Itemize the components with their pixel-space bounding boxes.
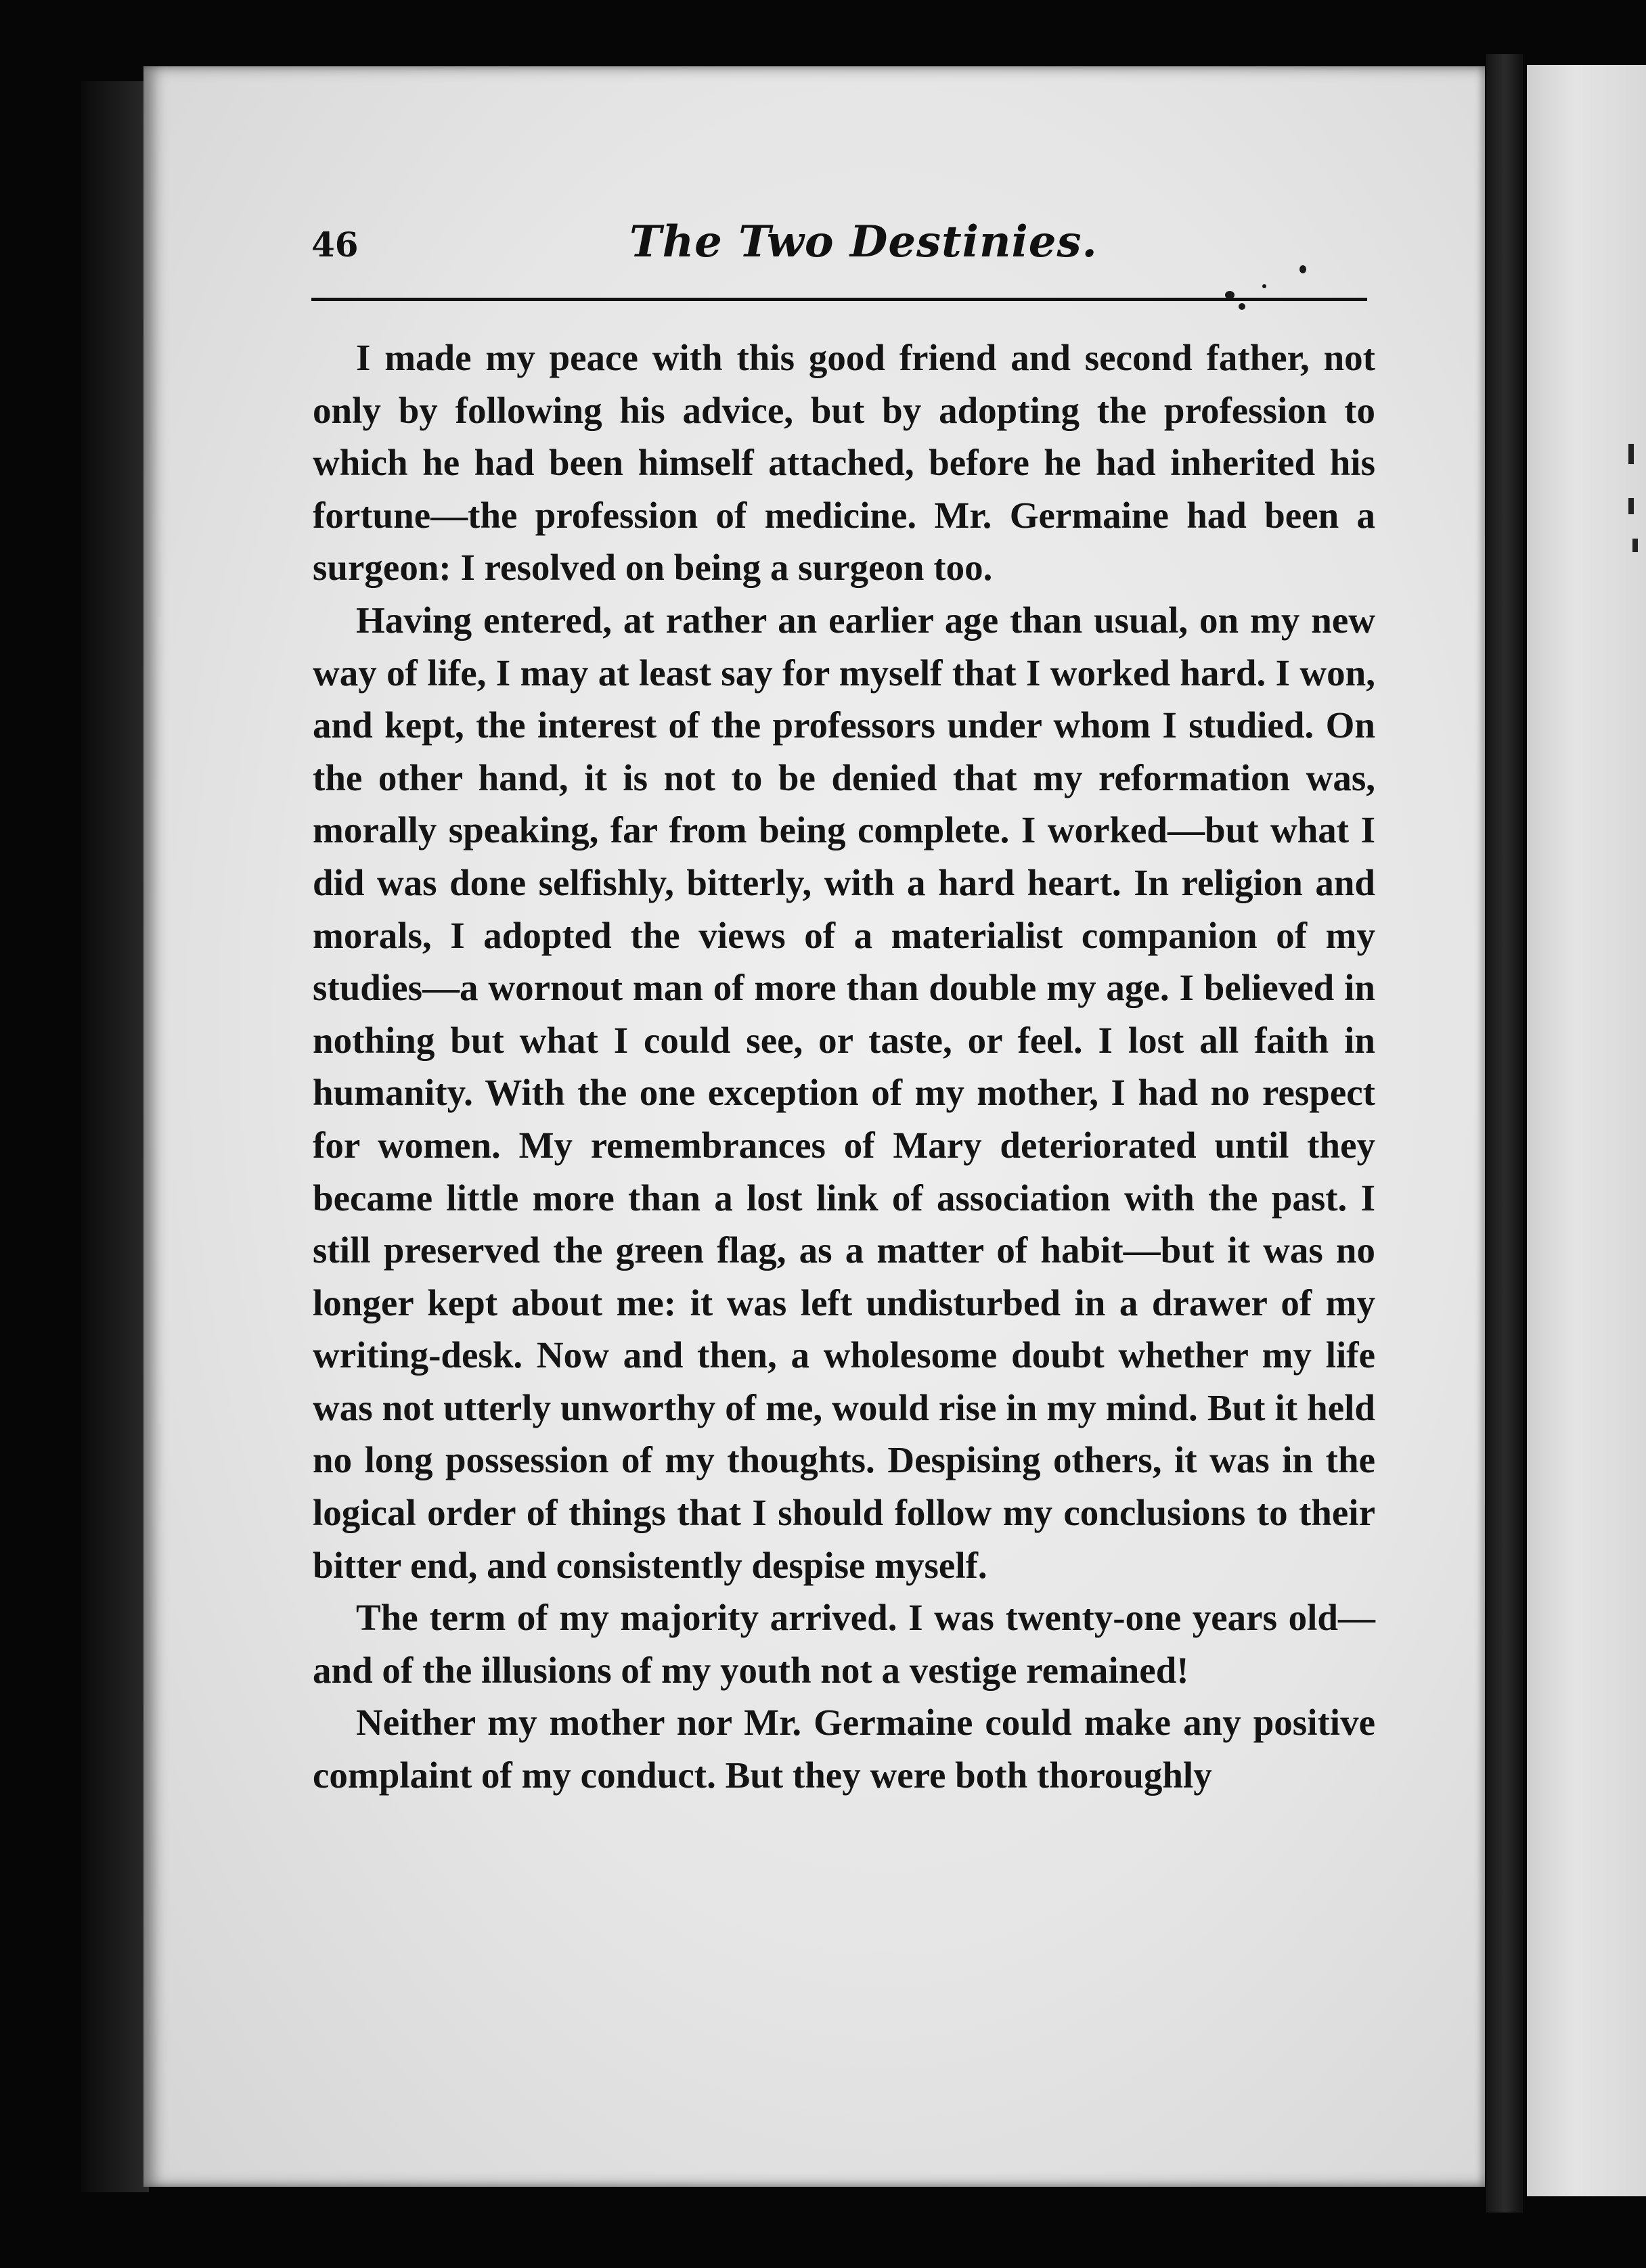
header-rule bbox=[311, 298, 1367, 301]
paragraph: Having entered, at rather an earlier age than usual, on my new way of life, I may at least say for myself that I worked hard. I won, and kept, the interest of the professors under whom I studied. On the other hand, it is not to be denied that my reformation was, morally speaking, far from being complete. I worked—but what I did was done selfishly, bitterly, with a hard heart. In religion and morals, I adopted the views of a materialist companion of my studies—a wornout man of more than double my age. I believed in nothing but what I could see, or taste, or feel. I lost all faith in humanity. With the one exception of my mother, I had no respect for women. My remembrances of Mary deteriorated until they became little more than a lost link of association with the past. I still preserved the green flag, as a matter of habit—but it was no longer kept about me: it was left undisturbed in a drawer of my writing-desk. Now and then, a wholesome doubt whether my life was not utterly unworthy of me, would rise in my mind. But it held no long possession of my thoughts. Despising others, it was in the logical order of things that I should follow my conclusions to their bitter end, and consistently despise myself. bbox=[313, 599, 1375, 1586]
body-text bbox=[313, 332, 1375, 1802]
book-left-edge bbox=[81, 81, 149, 2192]
facing-page-edge bbox=[1527, 65, 1646, 2196]
page-number: 46 bbox=[311, 225, 359, 265]
paragraph: The term of my majority arrived. I was twenty-one years old—and of the illusions of my youth not a vestige remained! bbox=[313, 1597, 1375, 1691]
book-gutter bbox=[1486, 54, 1523, 2213]
page-header bbox=[311, 217, 1367, 284]
scan-speck bbox=[1225, 291, 1234, 299]
scan-speck bbox=[1299, 265, 1306, 273]
running-title: The Two Destinies. bbox=[629, 217, 1098, 267]
scan-speck bbox=[1262, 284, 1266, 288]
paragraph: Neither my mother nor Mr. Germaine could make any positive complaint of my conduct. But they were both thoroughly bbox=[313, 1702, 1375, 1796]
paragraph: I made my peace with this good friend and second father, not only by following his advice, but by adopting the profession to which he had been himself attached, before he had inherited his fortune—the profession of medicine. Mr. Germaine had been a surgeon: I resolved on being a surgeon too. bbox=[313, 337, 1375, 589]
scan-speck bbox=[1239, 303, 1245, 310]
